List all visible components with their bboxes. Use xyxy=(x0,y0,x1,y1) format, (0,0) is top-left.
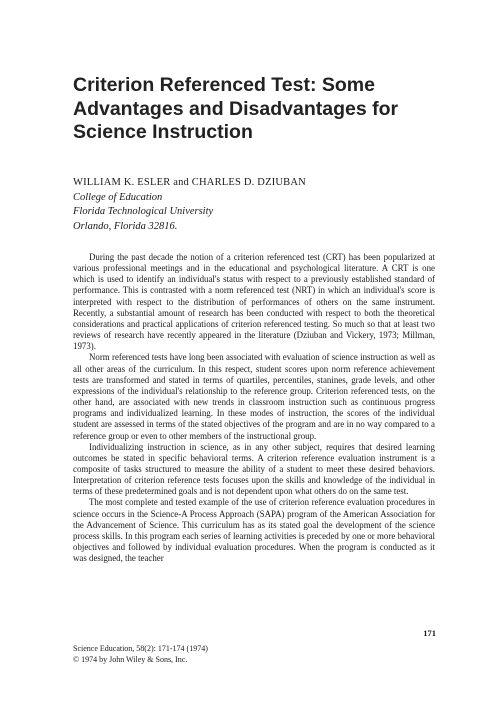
affiliation-line: Florida Technological University xyxy=(73,206,214,217)
copyright-line: © 1974 by John Wiley & Sons, Inc. xyxy=(73,654,188,664)
author-names: WILLIAM K. ESLER and CHARLES D. DZIUBAN xyxy=(73,177,306,188)
citation-line: Science Education, 58(2): 171-174 (1974) xyxy=(73,644,208,653)
body-paragraph: The most complete and tested example of the use of criterion reference evaluation procedures in science occurs in the Science-A Process Approach (SAPA) program of the American Association for the Advancement of Science. This curriculum has as its stated goal the development of the science process skills. In this program each series of learning activities is preceded by one or more behavioral objectives and followed by individual evaluation procedures. When the program is conducted as it was designed, the teacher xyxy=(73,497,435,564)
title-line: Advantages and Disadvantages for xyxy=(73,97,399,120)
title-line: Criterion Referenced Test: Some xyxy=(73,74,375,96)
body-paragraph: Norm referenced tests have long been associated with evaluation of science instruction as well as all other areas of the curriculum. In this respect, student scores upon norm reference achievement tests are transformed and stated in terms of quartiles, percentiles, stanines, grade levels, and other expressions of the individual's relationship to the reference group. Criterion referenced tests, on the other hand, are associated with new trends in classroom instruction such as continuous progress programs and individualized learning. In these modes of instruction, the scores of the individual student are assessed in terms of the stated objectives of the program and are in no way compared to a reference group or even to other members of the instructional group. xyxy=(73,352,435,441)
author-block xyxy=(73,176,453,234)
body-paragraph: During the past decade the notion of a criterion referenced test (CRT) has been popularized at various professional meetings and in the educational and psychological literature. A CRT is one which is used to identify an individual's status with respect to a previously established standard of performance. This is contrasted with a norm referenced test (NRT) in which an individual's score is interpreted with respect to the distribution of performances of others on the same instrument. Recently, a substantial amount of research has been conducted with respect to both the theoretical considerations and practical applications of criterion referenced testing. So much so that at least two reviews of research have recently appeared in the literature (Dziuban and Vickery, 1973; Millman, 1973). xyxy=(73,252,435,352)
body-paragraph: Individualizing instruction in science, as in any other subject, requires that desired learning outcomes be stated in specific behavioral terms. A criterion reference evaluation instrument is a composite of tasks structured to measure the ability of a student to meet these desired behaviors. Interpretation of criterion reference tests focuses upon the skills and knowledge of the individual in terms of these predetermined goals and is not dependent upon what others do on the same test. xyxy=(73,441,435,497)
affiliation-line: Orlando, Florida 32816. xyxy=(73,220,178,232)
affiliation-line: College of Education xyxy=(73,191,163,203)
title-line: Science Instruction xyxy=(73,121,253,143)
page-number: 171 xyxy=(423,628,436,638)
journal-footer xyxy=(73,644,373,665)
article-title xyxy=(73,74,453,145)
article-body xyxy=(73,252,435,564)
